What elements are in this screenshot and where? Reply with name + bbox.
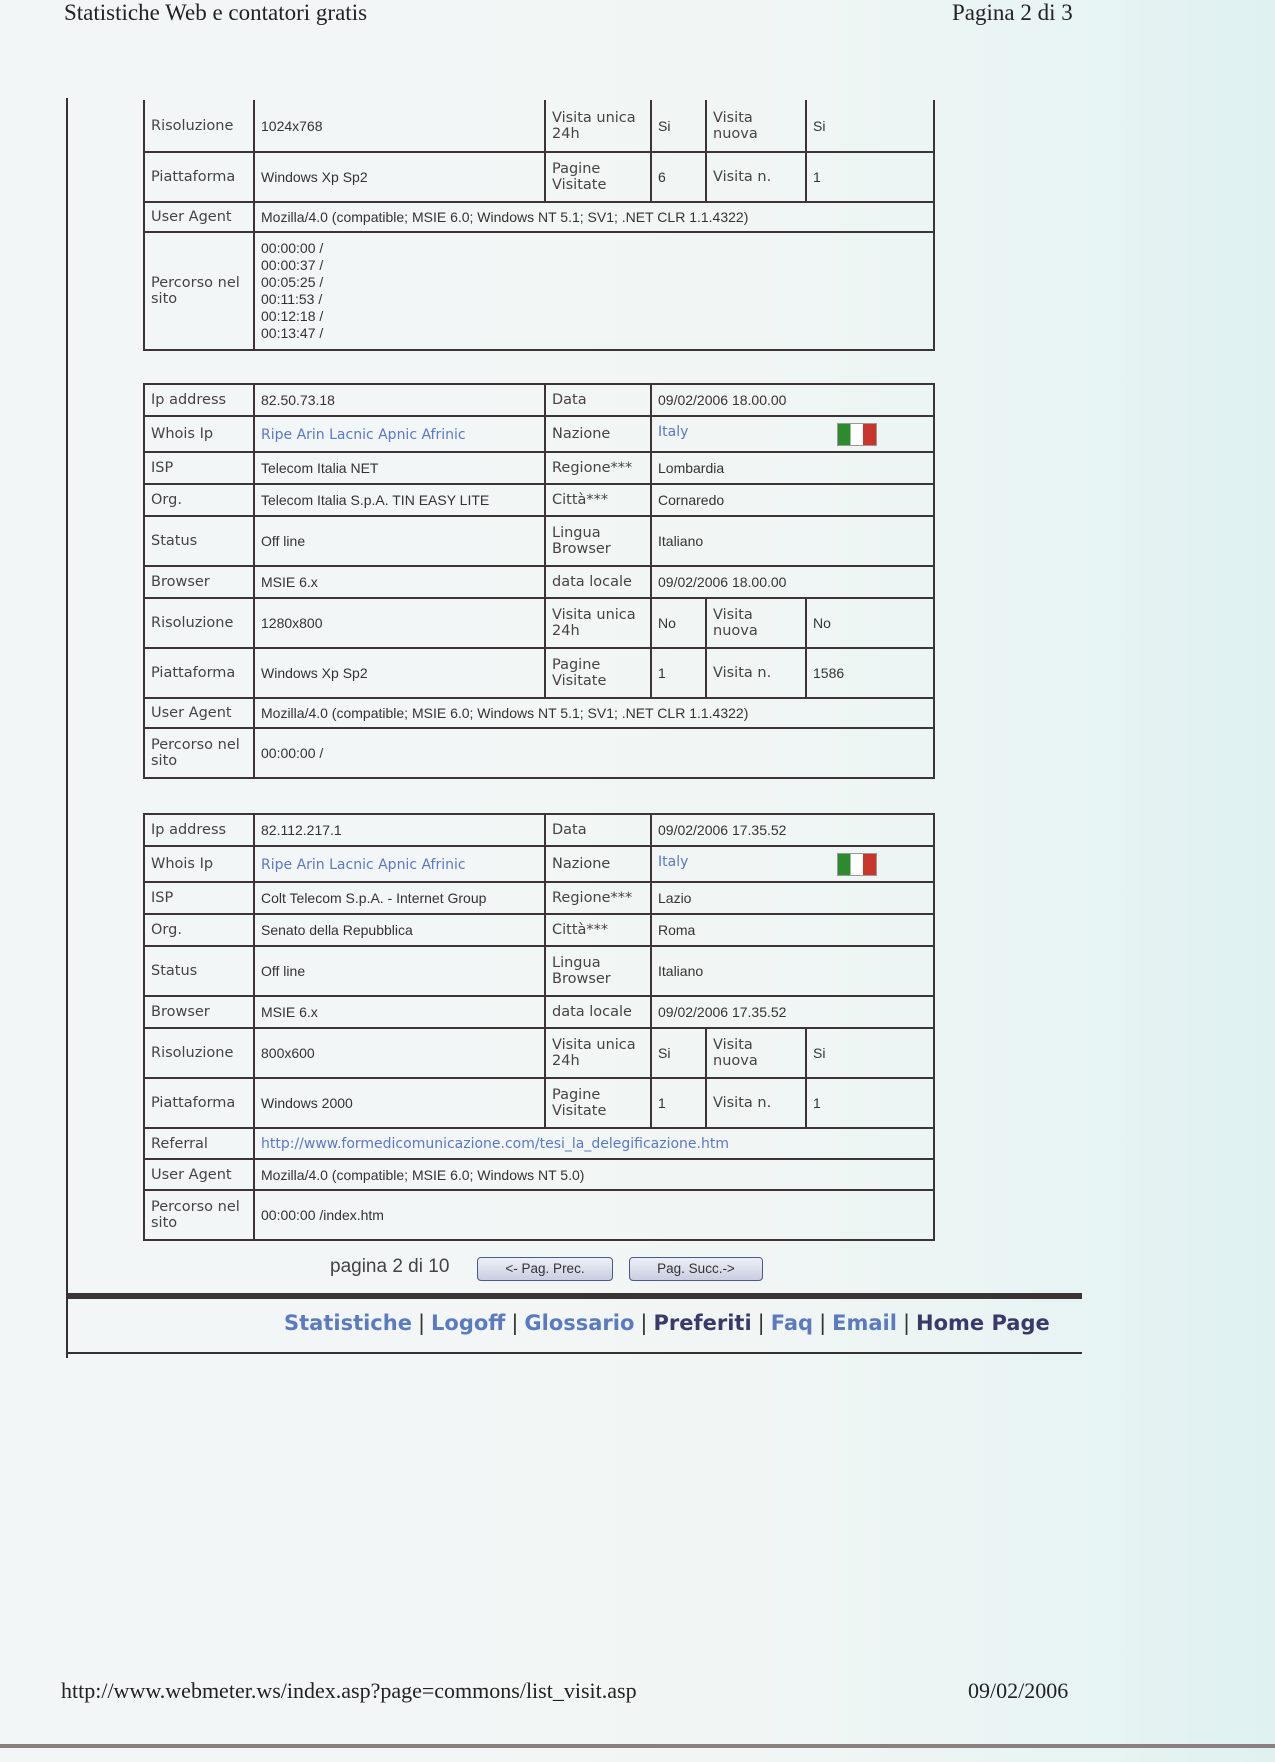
label-lingua: Lingua Browser xyxy=(545,946,651,996)
label-pagine: Pagine Visitate xyxy=(545,1078,651,1128)
value-whois xyxy=(254,846,545,882)
label-nazione: Nazione xyxy=(545,846,651,882)
frame-left-border xyxy=(66,98,68,1358)
label-regione: Regione*** xyxy=(545,882,651,914)
value-piattaforma: Windows 2000 xyxy=(254,1078,545,1128)
value-pagine: 1 xyxy=(651,648,706,698)
nav-glossario[interactable]: Glossario xyxy=(524,1311,635,1335)
label-ip: Ip address xyxy=(144,814,254,846)
label-org: Org. xyxy=(144,914,254,946)
label-user-agent: User Agent xyxy=(144,1159,254,1190)
value-data: 09/02/2006 17.35.52 xyxy=(651,814,934,846)
nav-logoff[interactable]: Logoff xyxy=(431,1311,506,1335)
frame-bottom-border xyxy=(66,1352,1082,1354)
nav-preferiti[interactable]: Preferiti xyxy=(653,1311,752,1335)
label-piattaforma: Piattaforma xyxy=(144,648,254,698)
print-footer-date: 09/02/2006 xyxy=(968,1678,1069,1703)
whois-links[interactable]: Ripe Arin Lacnic Apnic Afrinic xyxy=(261,856,466,873)
value-regione: Lazio xyxy=(651,882,934,914)
label-status: Status xyxy=(144,516,254,566)
value-whois xyxy=(254,416,545,452)
value-visita-nuova: Si xyxy=(806,1028,934,1078)
label-visita-unica: Visita unica 24h xyxy=(545,100,651,152)
value-lingua: Italiano xyxy=(651,516,934,566)
label-citta: Città*** xyxy=(545,914,651,946)
nav-statistiche[interactable]: Statistiche xyxy=(284,1311,412,1335)
nav-home-page[interactable]: Home Page xyxy=(916,1311,1050,1335)
label-visita-unica: Visita unica 24h xyxy=(545,1028,651,1078)
path-step: 00:05:25 / xyxy=(261,274,324,290)
value-visita-n: 1586 xyxy=(806,648,934,698)
prev-page-button[interactable]: <- Pag. Prec. xyxy=(477,1257,613,1281)
value-citta: Cornaredo xyxy=(651,484,934,516)
label-status: Status xyxy=(144,946,254,996)
label-visita-n: Visita n. xyxy=(706,648,806,698)
label-visita-n: Visita n. xyxy=(706,152,806,202)
label-data-locale: data locale xyxy=(545,566,651,598)
value-regione: Lombardia xyxy=(651,452,934,484)
value-user-agent: Mozilla/4.0 (compatible; MSIE 6.0; Windows NT 5.1; SV1; .NET CLR 1.1.4322) xyxy=(254,202,934,232)
path-step: 00:13:47 / xyxy=(261,325,324,341)
visit-table-2 xyxy=(143,383,935,779)
value-user-agent: Mozilla/4.0 (compatible; MSIE 6.0; Windows NT 5.1; SV1; .NET CLR 1.1.4322) xyxy=(254,698,934,728)
label-nazione: Nazione xyxy=(545,416,651,452)
path-step: 00:11:53 / xyxy=(261,291,323,307)
value-ip: 82.112.217.1 xyxy=(254,814,545,846)
label-visita-unica: Visita unica 24h xyxy=(545,598,651,648)
label-browser: Browser xyxy=(144,566,254,598)
path-step: 00:00:37 / xyxy=(261,257,324,273)
value-nazione xyxy=(651,416,934,452)
value-status: Off line xyxy=(254,946,545,996)
value-ip: 82.50.73.18 xyxy=(254,384,545,416)
value-browser: MSIE 6.x xyxy=(254,566,545,598)
label-org: Org. xyxy=(144,484,254,516)
pager-text: pagina 2 di 10 xyxy=(330,1256,450,1277)
value-browser: MSIE 6.x xyxy=(254,996,545,1028)
label-visita-nuova: Visita nuova xyxy=(706,100,806,152)
label-whois: Whois Ip xyxy=(144,846,254,882)
label-visita-nuova: Visita nuova xyxy=(706,1028,806,1078)
nav-faq[interactable]: Faq xyxy=(770,1311,814,1335)
value-isp: Telecom Italia NET xyxy=(254,452,545,484)
value-piattaforma: Windows Xp Sp2 xyxy=(254,648,545,698)
print-header-page: Pagina 2 di 3 xyxy=(952,0,1073,25)
label-piattaforma: Piattaforma xyxy=(144,152,254,202)
value-data-locale: 09/02/2006 18.00.00 xyxy=(651,566,934,598)
label-ip: Ip address xyxy=(144,384,254,416)
nazione-link[interactable]: Italy xyxy=(658,853,689,870)
value-nazione xyxy=(651,846,934,882)
path-step: 00:00:00 / xyxy=(261,240,324,256)
label-pagine: Pagine Visitate xyxy=(545,648,651,698)
value-risoluzione: 1024x768 xyxy=(254,100,545,152)
value-visita-unica: Si xyxy=(651,100,706,152)
value-visita-unica: No xyxy=(651,598,706,648)
footer-nav: Statistiche | Logoff | Glossario | Preferiti | Faq | Email | Home Page xyxy=(284,1311,1050,1335)
label-risoluzione: Risoluzione xyxy=(144,1028,254,1078)
value-status: Off line xyxy=(254,516,545,566)
value-percorso: 00:00:00 / xyxy=(254,728,934,778)
label-visita-n: Visita n. xyxy=(706,1078,806,1128)
print-header-title: Statistiche Web e contatori gratis xyxy=(64,0,368,25)
label-pagine: Pagine Visitate xyxy=(545,152,651,202)
italy-flag-icon xyxy=(837,853,877,876)
label-risoluzione: Risoluzione xyxy=(144,598,254,648)
value-citta: Roma xyxy=(651,914,934,946)
value-visita-n: 1 xyxy=(806,1078,934,1128)
path-step: 00:12:18 / xyxy=(261,308,324,324)
label-piattaforma: Piattaforma xyxy=(144,1078,254,1128)
visit-table-3 xyxy=(143,813,935,1241)
value-referral xyxy=(254,1128,934,1159)
referral-link[interactable]: http://www.formedicomunicazione.com/tesi_la_delegificazione.htm xyxy=(261,1136,729,1152)
visit-table-1 xyxy=(143,100,935,351)
label-isp: ISP xyxy=(144,452,254,484)
label-user-agent: User Agent xyxy=(144,698,254,728)
value-data: 09/02/2006 18.00.00 xyxy=(651,384,934,416)
label-risoluzione: Risoluzione xyxy=(144,100,254,152)
value-visita-n: 1 xyxy=(806,152,934,202)
label-visita-nuova: Visita nuova xyxy=(706,598,806,648)
label-data: Data xyxy=(545,384,651,416)
value-percorso xyxy=(254,232,934,350)
label-percorso: Percorso nel sito xyxy=(144,232,254,350)
value-data-locale: 09/02/2006 17.35.52 xyxy=(651,996,934,1028)
label-referral: Referral xyxy=(144,1128,254,1159)
value-visita-nuova: No xyxy=(806,598,934,648)
value-visita-unica: Si xyxy=(651,1028,706,1078)
label-user-agent: User Agent xyxy=(144,202,254,232)
label-data-locale: data locale xyxy=(545,996,651,1028)
scan-edge xyxy=(0,1744,1275,1748)
value-risoluzione: 1280x800 xyxy=(254,598,545,648)
whois-links[interactable]: Ripe Arin Lacnic Apnic Afrinic xyxy=(261,426,466,443)
italy-flag-icon xyxy=(837,423,877,446)
footer-divider xyxy=(66,1293,1082,1299)
label-lingua: Lingua Browser xyxy=(545,516,651,566)
label-whois: Whois Ip xyxy=(144,416,254,452)
value-isp: Colt Telecom S.p.A. - Internet Group xyxy=(254,882,545,914)
label-regione: Regione*** xyxy=(545,452,651,484)
label-citta: Città*** xyxy=(545,484,651,516)
value-visita-nuova: Si xyxy=(806,100,934,152)
nav-email[interactable]: Email xyxy=(832,1311,897,1335)
label-percorso: Percorso nel sito xyxy=(144,728,254,778)
label-percorso: Percorso nel sito xyxy=(144,1190,254,1240)
label-data: Data xyxy=(545,814,651,846)
value-risoluzione: 800x600 xyxy=(254,1028,545,1078)
label-isp: ISP xyxy=(144,882,254,914)
value-lingua: Italiano xyxy=(651,946,934,996)
value-org: Telecom Italia S.p.A. TIN EASY LITE xyxy=(254,484,545,516)
value-piattaforma: Windows Xp Sp2 xyxy=(254,152,545,202)
value-org: Senato della Repubblica xyxy=(254,914,545,946)
value-percorso: 00:00:00 /index.htm xyxy=(254,1190,934,1240)
nazione-link[interactable]: Italy xyxy=(658,423,689,440)
label-browser: Browser xyxy=(144,996,254,1028)
next-page-button[interactable]: Pag. Succ.-> xyxy=(629,1257,763,1281)
value-pagine: 6 xyxy=(651,152,706,202)
value-pagine: 1 xyxy=(651,1078,706,1128)
print-footer-url: http://www.webmeter.ws/index.asp?page=commons/list_visit.asp xyxy=(61,1678,637,1703)
value-user-agent: Mozilla/4.0 (compatible; MSIE 6.0; Windows NT 5.0) xyxy=(254,1159,934,1190)
